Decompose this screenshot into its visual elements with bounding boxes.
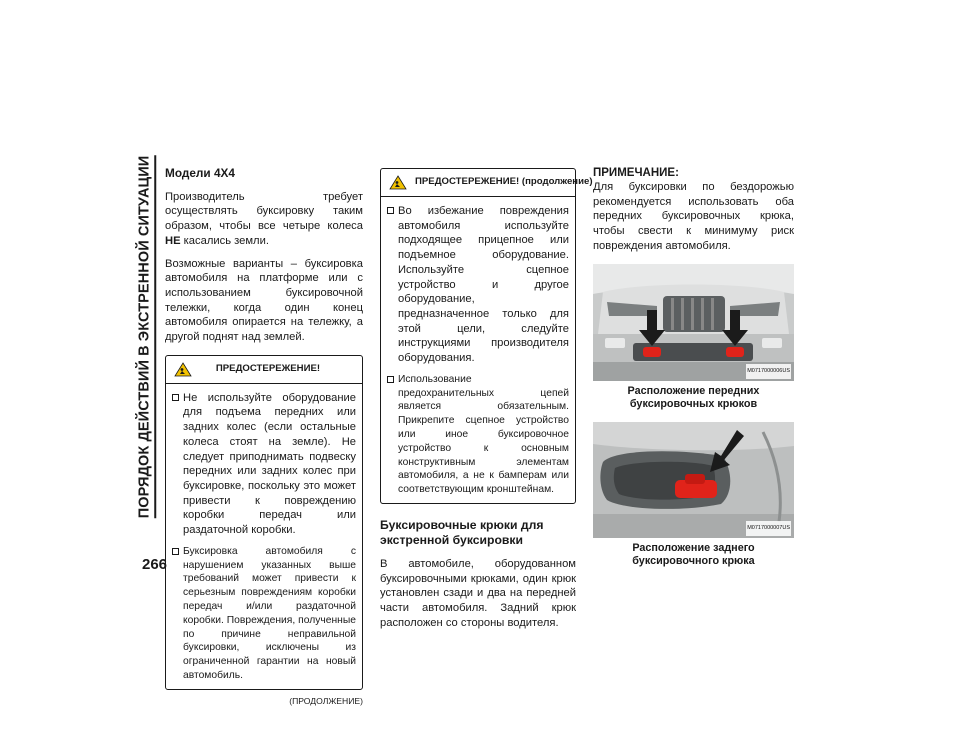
- figure-code: M0717000007US: [746, 521, 791, 536]
- rear-hook-figure: [593, 422, 794, 538]
- models-heading: Модели 4X4: [165, 166, 235, 180]
- warning-triangle-icon: [389, 175, 407, 190]
- square-bullet-icon: [387, 376, 394, 383]
- note-text: Для буксировки по бездорожью рекомендуется использовать оба передних буксировочных крюка, чтобы свести к минимуму риск повреждения автомобиля.: [593, 181, 794, 252]
- paragraph-requirement-text-a: Производитель требует осуществлять буксировку таким образом, чтобы все четыре колеса: [165, 190, 363, 233]
- paragraph-requirement-text-b: касались земли.: [180, 234, 269, 247]
- section-text: В автомобиле, оборудованном буксировочными крюками, один крюк установлен сзади и два на передней части автомобиля. Задний крюк расположен со стороны водителя.: [380, 557, 576, 629]
- warning-title: ПРЕДОСТЕРЕЖЕНИЕ!: [215, 362, 321, 374]
- column-1: [165, 166, 363, 708]
- note-title: ПРИМЕЧАНИЕ:: [593, 167, 679, 179]
- continued-note: (ПРОДОЛЖЕНИЕ): [289, 695, 363, 706]
- page-number: 266: [142, 556, 168, 573]
- rear-hook-caption: Расположение заднего буксировочного крюка: [632, 541, 755, 568]
- warning-item: [387, 204, 569, 366]
- warning-item: [172, 545, 356, 683]
- paragraph-requirement: [165, 190, 363, 249]
- front-hooks-caption: Расположение передних буксировочных крюков: [627, 384, 760, 411]
- square-bullet-icon: [172, 548, 179, 555]
- warning-box: [165, 355, 363, 690]
- paragraph-options: Возможные варианты – буксировка автомобиля на платформе или с использованием буксировочной тележки, когда один конец автомобиля опирается на тележку, а другой поднят над землей.: [165, 257, 363, 344]
- column-3: [593, 166, 794, 579]
- warning-triangle-icon: [174, 362, 192, 377]
- section-heading: Буксировочные крюки для экстренной буксировки: [380, 517, 544, 547]
- warning-header: [381, 169, 593, 197]
- front-hooks-figure: [593, 264, 794, 381]
- sidebar-title: [126, 155, 166, 519]
- sidebar-title-text: ПОРЯДОК ДЕЙСТВИЙ В ЭКСТРЕННОЙ СИТУАЦИИ: [136, 156, 156, 519]
- warning-item: [172, 391, 356, 538]
- warning-item-text: Не используйте оборудование для подъема передних или задних колес (если остальные колеса стоят на земле). Не следует приподнимать подвеску передних или задних колес при буксировке, поскольку это может привести к повреждению коробки передач или раздаточной коробки.: [183, 391, 356, 537]
- square-bullet-icon: [387, 207, 394, 214]
- warning-item-text: Во избежание повреждения автомобиля используйте подходящее прицепное или подъемное оборудование. Используйте сцепное устройство и другое оборудование, предназначенное только для этой цели, следуйте инструкциями производителя оборудования.: [398, 205, 569, 365]
- paragraph-requirement-bold: НЕ: [165, 234, 181, 247]
- warning-item-text: Использование предохранительных цепей является обязательным. Прикрепите сцепное устройство или иное буксировочное устройство к основным конструктивным элементам автомобиля, а не к бамперам или соответствующим кронштейнам.: [398, 373, 569, 496]
- warning-item-text: Буксировка автомобиля с нарушением указанных выше требований может привести к серьезным повреждениям коробки передач и/или раздаточной коробки. Повреждения, полученные по причине неправильной буксировки, исключены из ограниченной гарантии на новый автомобиль.: [183, 545, 356, 681]
- warning-box-continued: [380, 168, 593, 504]
- warning-item: [387, 373, 569, 497]
- warning-title: ПРЕДОСТЕРЕЖЕНИЕ! (продолжение): [415, 176, 593, 188]
- column-2: [380, 168, 593, 638]
- warning-header: [166, 356, 362, 384]
- square-bullet-icon: [172, 394, 179, 401]
- figure-code: M0717000006US: [746, 364, 791, 379]
